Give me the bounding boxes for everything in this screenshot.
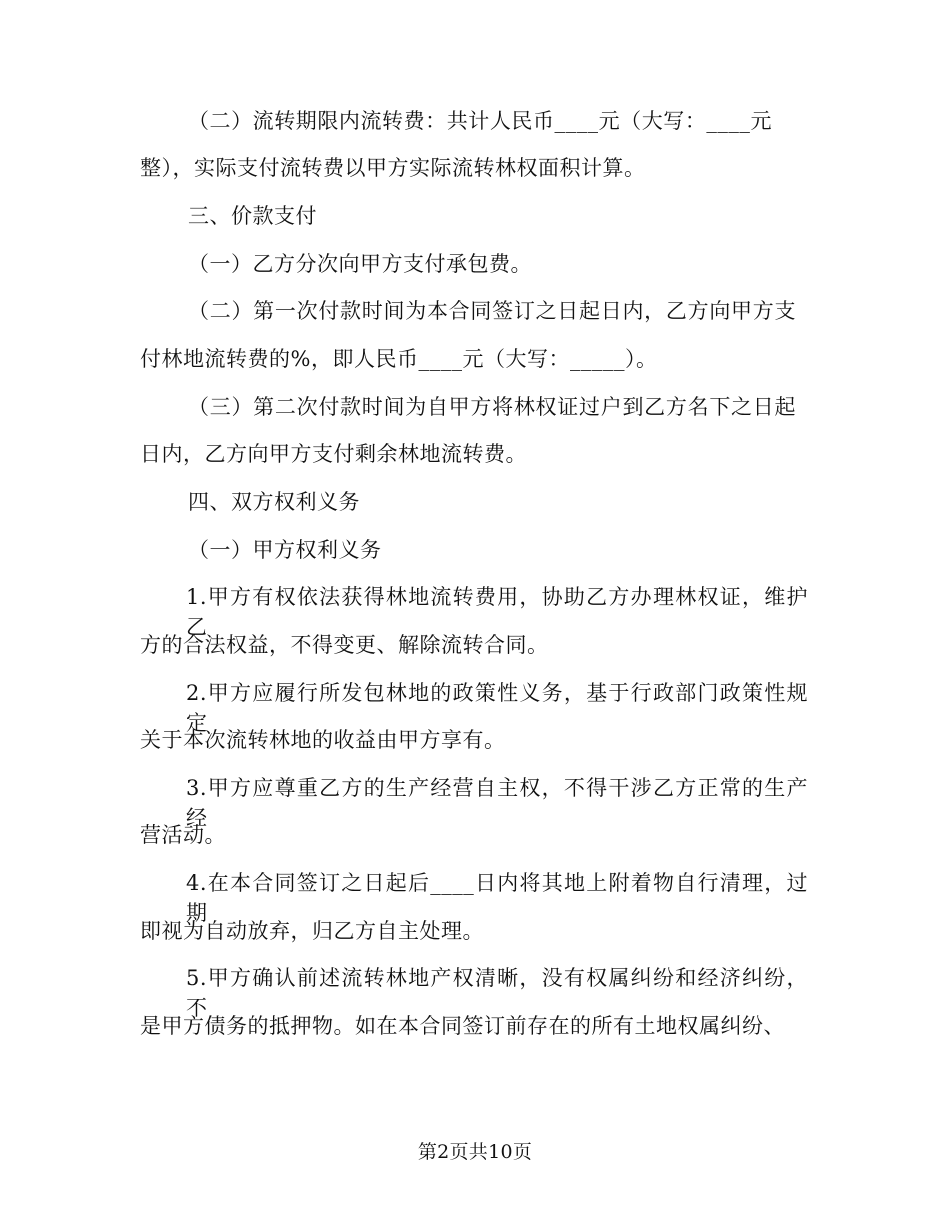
paragraph-line-11: 1.甲方有权依法获得林地流转费用，协助乙方办理林权证，维护乙 xyxy=(186,585,808,639)
paragraph-line-2: 整），实际支付流转费以甲方实际流转林权面积计算。 xyxy=(140,156,646,180)
page-number-footer: 第2页共10页 xyxy=(417,1141,533,1163)
paragraph-line-16: 营活动。 xyxy=(140,823,226,847)
paragraph-line-5: （二）第一次付款时间为本合同签订之日起日内，乙方向甲方支 xyxy=(188,299,796,323)
paragraph-line-4: （一）乙方分次向甲方支付承包费。 xyxy=(188,252,532,276)
paragraph-line-17: 4.在本合同签订之日起后____日内将其地上附着物自行清理，过期 xyxy=(186,871,808,925)
paragraph-line-1: （二）流转期限内流转费：共计人民币____元（大写：____元 xyxy=(188,109,772,133)
subsection-heading: （一）甲方权利义务 xyxy=(188,538,382,562)
paragraph-line-20: 是甲方债务的抵押物。如在本合同签订前存在的所有土地权属纠纷、 xyxy=(140,1014,785,1038)
paragraph-line-19: 5.甲方确认前述流转林地产权清晰，没有权属纠纷和经济纠纷，不 xyxy=(186,966,808,1020)
paragraph-line-6: 付林地流转费的%，即人民币____元（大写：_____）。 xyxy=(140,347,658,371)
paragraph-line-7: （三）第二次付款时间为自甲方将林权证过户到乙方名下之日起 xyxy=(188,395,796,419)
paragraph-line-15: 3.甲方应尊重乙方的生产经营自主权，不得干涉乙方正常的生产经 xyxy=(186,776,808,830)
paragraph-line-18: 即视为自动放弃，归乙方自主处理。 xyxy=(140,919,484,943)
paragraph-line-13: 2.甲方应履行所发包林地的政策性义务，基于行政部门政策性规定 xyxy=(186,681,808,735)
section-heading-4: 四、双方权利义务 xyxy=(188,490,360,514)
paragraph-line-8: 日内，乙方向甲方支付剩余林地流转费。 xyxy=(140,442,527,466)
paragraph-line-12: 方的合法权益，不得变更、解除流转合同。 xyxy=(140,633,549,657)
paragraph-line-14: 关于本次流转林地的收益由甲方享有。 xyxy=(140,728,506,752)
section-heading-3: 三、价款支付 xyxy=(188,204,317,228)
